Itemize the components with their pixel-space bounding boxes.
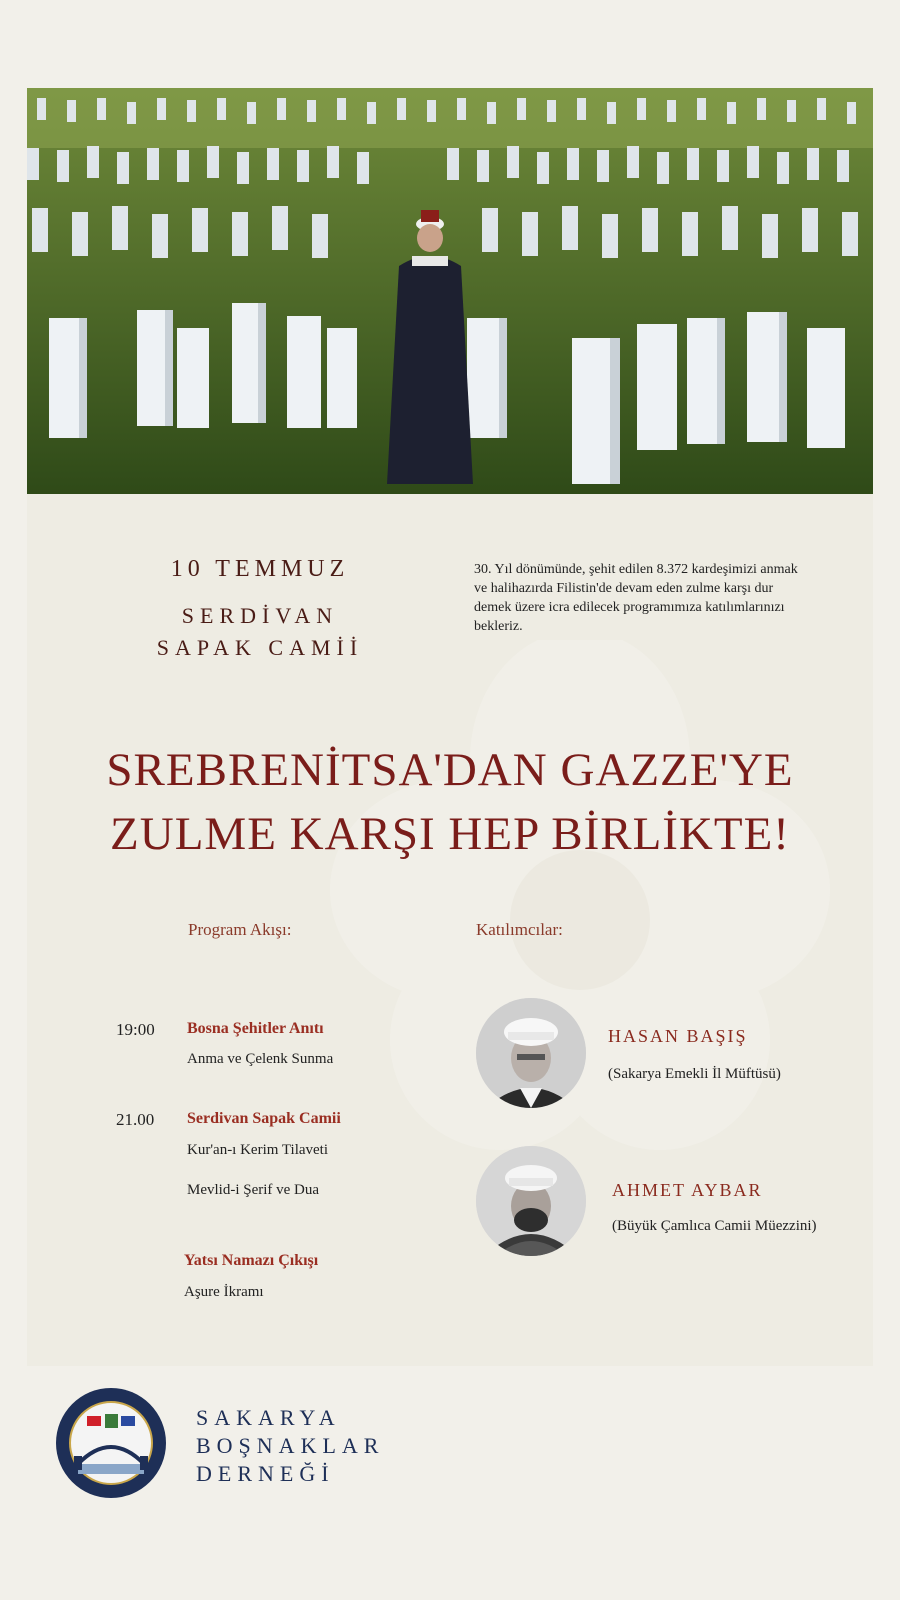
program-event-title: Yatsı Namazı Çıkışı: [184, 1252, 319, 1269]
intro-text: 30. Yıl dönümünde, şehit edilen 8.372 kardeşimizi anmak ve halihazırda Filistin'de devam eden zulme karşı dur demek üzere icra edilecek programımıza katılımlarınızı bekleriz.: [474, 562, 798, 634]
organization-name: [196, 1404, 384, 1488]
program-time: 19:00: [116, 1020, 155, 1039]
program-event-title: Bosna Şehitler Anıtı: [187, 1020, 324, 1037]
program-title: Program Akışı:: [188, 920, 292, 939]
association-emblem-logo: [54, 1386, 168, 1500]
program-event-item: Anma ve Çelenk Sunma: [187, 1051, 334, 1067]
program-event-item: Aşure İkramı: [184, 1284, 264, 1300]
program-event-item: Mevlid-i Şerif ve Dua: [187, 1182, 320, 1198]
participant-role: (Sakarya Emekli İl Müftüsü): [608, 1066, 781, 1082]
program-event-title: Serdivan Sapak Camii: [187, 1110, 341, 1127]
participants-title: Katılımcılar:: [476, 920, 563, 939]
organization-line-2: BOŞNAKLAR: [196, 1433, 385, 1458]
organization-line-3: DERNEĞİ: [196, 1461, 335, 1486]
participant-role: (Büyük Çamlıca Camii Müezzini): [612, 1218, 817, 1234]
program-event-item: Kur'an-ı Kerim Tilaveti: [187, 1142, 329, 1158]
event-venue: [140, 600, 380, 664]
organization-line-1: SAKARYA: [196, 1405, 341, 1430]
program-time: 21.00: [116, 1110, 155, 1129]
participant-photo-avatar: [476, 998, 586, 1108]
headline: [40, 738, 860, 866]
headline-line-1: SREBRENİTSA'DAN GAZZE'YE: [106, 744, 794, 796]
memorial-photo: [27, 88, 873, 494]
participant-photo-avatar: [476, 1146, 586, 1256]
event-date: 10 TEMMUZ: [170, 556, 350, 582]
participant-name: HASAN BAŞIŞ: [608, 1026, 748, 1046]
venue-line-1: SERDİVAN: [181, 603, 339, 628]
participant-name: AHMET AYBAR: [612, 1180, 763, 1200]
headline-line-2: ZULME KARŞI HEP BİRLİKTE!: [110, 808, 790, 860]
venue-line-2: SAPAK CAMİİ: [156, 635, 364, 660]
